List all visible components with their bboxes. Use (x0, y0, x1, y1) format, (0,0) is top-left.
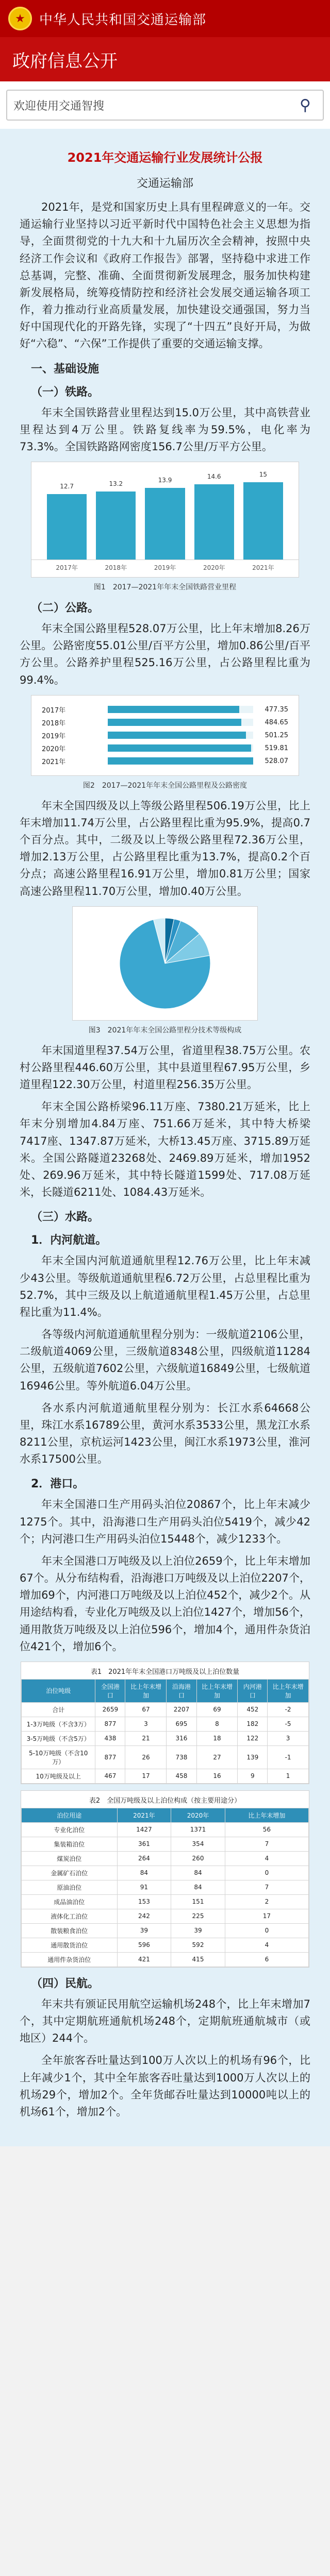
table-cell: 2207 (167, 1702, 196, 1717)
table-cell: 16 (196, 1769, 238, 1783)
category-label: 2017年 (42, 706, 66, 715)
table-cell: 361 (117, 1837, 171, 1851)
pie-svg (113, 912, 217, 1015)
x-tick-label: 2017年 (56, 564, 78, 572)
table-row (22, 1731, 309, 1745)
bar-value-label: 14.6 (207, 473, 221, 481)
table-row (22, 1909, 309, 1923)
column-header: 全国港口 (95, 1679, 125, 1702)
table-cell: 69 (196, 1702, 238, 1717)
figure-caption: 图1 2017—2021年年末全国铁路营业里程 (93, 583, 237, 592)
table-cell: 592 (171, 1938, 225, 1952)
table-cell: 散装粮食泊位 (22, 1923, 118, 1938)
table-cell: 9 (238, 1769, 268, 1783)
waterway-grade-paragraph: 各等级内河航道通航里程分别为：一级航道2106公里，二级航道4069公里，三级航道8348公里，四级航道11284公里，五级航道7602公里，六级航道16849公里，七级航道16946公里。等外航道6.04万公里。 (20, 1328, 310, 1392)
section-heading: 一、基础设施 (31, 362, 100, 376)
bar (108, 719, 241, 726)
bar-value-label: 15 (259, 471, 268, 479)
table-cell: 8 (196, 1717, 238, 1731)
category-label: 2019年 (42, 732, 66, 740)
bar-row (42, 743, 288, 753)
column-header: 内河港口 (238, 1679, 268, 1702)
table-row (22, 1938, 309, 1952)
table-cell: 通用散货泊位 (22, 1938, 118, 1952)
bar (243, 471, 283, 560)
table-cell: 260 (171, 1851, 225, 1866)
column-header: 比上年末增加 (225, 1808, 308, 1822)
search-bar (0, 81, 330, 129)
data-table (21, 1679, 309, 1784)
bar-value-label: 519.81 (265, 744, 288, 752)
category-label: 2020年 (42, 745, 66, 753)
category-label: 2018年 (42, 719, 66, 727)
table-cell: 877 (95, 1745, 125, 1769)
table-cell: 1427 (117, 1822, 171, 1837)
table-cell: 10万吨级及以上 (22, 1769, 95, 1783)
table-row (22, 1851, 309, 1866)
table-cell: 1371 (171, 1822, 225, 1837)
rail-paragraph: 年末全国铁路营业里程达到15.0万公里，其中高铁营业里程达到4万公里。铁路复线率为59.5%，电化率为73.3%。全国铁路路网密度156.7公里/万平方公里。 (20, 406, 310, 453)
x-tick-label: 2021年 (252, 564, 274, 572)
table-cell: -5 (268, 1717, 309, 1731)
column-header: 2021年 (117, 1808, 171, 1822)
bar-value-label: 477.35 (265, 705, 288, 714)
table-cell: 6 (225, 1952, 308, 1967)
table-cell: 139 (238, 1745, 268, 1769)
ministry-name: 中华人民共和国交通运输部 (39, 12, 207, 28)
table-cell: 452 (238, 1702, 268, 1717)
table-cell: 84 (171, 1866, 225, 1880)
berth-paragraph: 年末全国港口万吨级及以上泊位2659个，比上年末增加67个。从分布结构看，沿海港口万吨级及以上泊位2207个，增加69个，内河港口万吨级及以上泊位452个，减少2个。从用途结构看，专业化万吨级及以上泊位1427个，增加56个，通用散货万吨级及以上泊位596个，增加4个，通用件杂货泊位421个，增加6个。 (20, 1554, 310, 1653)
road-paragraph: 年末全国公路里程528.07万公里，比上年末增加8.26万公里。公路密度55.01公里/百平方公里，增加0.86公里/百平方公里。公路养护里程525.16万公里，占公路里程比重为99.4%。 (20, 622, 310, 686)
table-cell: 39 (117, 1923, 171, 1938)
search-icon[interactable]: ⚲ (300, 96, 311, 114)
column-header: 比上年末增加 (125, 1679, 167, 1702)
intro-paragraph: 2021年，是党和国家历史上具有里程碑意义的一年。交通运输行业坚持以习近平新时代中国特色社会主义思想为指导，全面贯彻党的十九大和十九届历次全会精神，按照中央经济工作会议和《政府工作报告》部署，坚持稳中求进工作总基调，完整、准确、全面贯彻新发展理念，服务加快构建新发展格局，统筹疫情防控和经济社会发展交通运输各项工作，着力推动行业高质量发展，加快建设交通强国，努力当好中国现代化的开路先锋，实现了“十四五”良好开局，为做好“六稳”、“六保”工作提供了重要的交通运输支撑。 (20, 201, 310, 350)
doc-title: 2021年交通运输行业发展统计公报 (67, 150, 263, 165)
column-header: 沿海港口 (167, 1679, 196, 1702)
table-cell: 27 (196, 1745, 238, 1769)
bar (194, 473, 234, 560)
table-row (22, 1837, 309, 1851)
column-header: 2020年 (171, 1808, 225, 1822)
table-cell: 84 (171, 1880, 225, 1894)
bar-value-label: 484.65 (265, 718, 288, 726)
column-header: 泊位用途 (22, 1808, 118, 1822)
article (0, 129, 330, 2146)
rail-chart (31, 462, 299, 578)
data-table (21, 1808, 309, 1967)
doc-department: 交通运输部 (136, 177, 193, 190)
site-header (0, 0, 330, 37)
bar-value-label: 501.25 (265, 731, 288, 739)
table-cell: 3 (268, 1731, 309, 1745)
berth-table-2 (21, 1790, 309, 1968)
subsection-heading: （三）水路。 (31, 1211, 100, 1224)
table-cell: 415 (171, 1952, 225, 1967)
table-cell: 0 (225, 1866, 308, 1880)
road-grade-pie-chart (72, 906, 258, 1021)
table-cell: 225 (171, 1909, 225, 1923)
table-cell: 4 (225, 1938, 308, 1952)
table-cell: 1-3万吨级（不含3万） (22, 1717, 95, 1731)
table-cell: 39 (171, 1923, 225, 1938)
x-tick-label: 2018年 (105, 564, 127, 572)
subsection-heading: （二）公路。 (31, 602, 100, 615)
rail-bars (31, 462, 299, 560)
bar-row (42, 756, 288, 766)
table-cell: 151 (171, 1894, 225, 1909)
table-cell: 液体化工泊位 (22, 1909, 118, 1923)
airport-traffic-paragraph: 全年旅客吞吐量达到100万人次以上的机场有96个，比上年减少1个，其中全年旅客吞吐量达到1000万人次以上的机场29个，增加2个。全年货邮吞吐量达到10000吨以上的机场61个，增加2个。 (20, 2054, 310, 2118)
bar (145, 477, 185, 560)
table-cell: 2659 (95, 1702, 125, 1717)
bridge-paragraph: 年末全国公路桥梁96.11万座、7380.21万延米，比上年末分别增加4.84万座、751.66万延米，其中特大桥梁7417座、1347.87万延米，大桥13.45万座、3715.89万延米。全国公路隧道23268处、2469.89万延米，增加1952处、269.96万延米，其中特长隧道1599处、717.08万延米，长隧道6211处、1084.43万延米。 (20, 1100, 310, 1199)
table-cell: 877 (95, 1717, 125, 1731)
berth-table-1 (21, 1662, 309, 1784)
table-cell: 84 (117, 1866, 171, 1880)
bar (108, 706, 239, 713)
table-cell: 金属矿石泊位 (22, 1866, 118, 1880)
table-row (22, 1866, 309, 1880)
table-title: 表2 全国万吨级及以上泊位构成（按主要用途分） (89, 1797, 241, 1805)
waterway-system-paragraph: 各水系内河航道通航里程分别为：长江水系64668公里，珠江水系16789公里，黄河水系3533公里，黑龙江水系8211公里，京杭运河1423公里，闽江水系1973公里，淮河水系17500公里。 (20, 1401, 310, 1466)
bar-value-label: 13.9 (158, 477, 172, 484)
table-cell: 7 (225, 1880, 308, 1894)
subsection-heading: 1．内河航道。 (31, 1234, 107, 1247)
bar-value-label: 13.2 (109, 480, 123, 488)
table-cell: 316 (167, 1731, 196, 1745)
bar (108, 732, 246, 739)
table-cell: 通用件杂货泊位 (22, 1952, 118, 1967)
table-cell: 17 (225, 1909, 308, 1923)
table-cell: 596 (117, 1938, 171, 1952)
table-cell: 原油泊位 (22, 1880, 118, 1894)
road-type-paragraph: 年末国道里程37.54万公里，省道里程38.75万公里。农村公路里程446.60万公里，其中县道里程67.95万公里，乡道里程122.30万公里，村道里程256.35万公里。 (20, 1044, 310, 1091)
table-cell: 91 (117, 1880, 171, 1894)
table-cell: 421 (117, 1952, 171, 1967)
bar (47, 483, 87, 560)
x-tick-label: 2020年 (203, 564, 225, 572)
table-cell: 18 (196, 1731, 238, 1745)
road-grade-paragraph: 年末全国四级及以上等级公路里程506.19万公里，比上年末增加11.74万公里，占公路里程比重为95.9%，提高0.7个百分点。其中，二级及以上等级公路里程72.36万公里，增加2.13万公里，占公路里程比重为13.7%，提高0.2个百分点；高速公路里程16.91万公里，增加0.81万公里；国家高速公路里程11.70万公里，增加0.40万公里。 (20, 799, 310, 897)
table-cell: 264 (117, 1851, 171, 1866)
rail-x-axis (31, 560, 299, 577)
subsection-heading: 2．港口。 (31, 1478, 85, 1491)
table-cell: 煤炭泊位 (22, 1851, 118, 1866)
bar-value-label: 528.07 (265, 757, 288, 765)
column-header: 比上年末增加 (268, 1679, 309, 1702)
table-row (22, 1952, 309, 1967)
bar (96, 480, 136, 560)
table-row (22, 1769, 309, 1783)
table-cell: 738 (167, 1745, 196, 1769)
table-row (22, 1822, 309, 1837)
table-cell: 26 (125, 1745, 167, 1769)
table-cell: 5-10万吨级（不含10万） (22, 1745, 95, 1769)
table-row (22, 1745, 309, 1769)
bar-row (42, 731, 288, 740)
table-cell: 467 (95, 1769, 125, 1783)
column-header: 比上年末增加 (196, 1679, 238, 1702)
bar-value-label: 12.7 (60, 483, 74, 490)
table-row (22, 1923, 309, 1938)
table-cell: 438 (95, 1731, 125, 1745)
table-cell: 67 (125, 1702, 167, 1717)
figure-caption: 图2 2017—2021年年末全国公路里程及公路密度 (82, 781, 248, 790)
table-cell: 153 (117, 1894, 171, 1909)
table-cell: 122 (238, 1731, 268, 1745)
table-cell: 695 (167, 1717, 196, 1731)
table-row (22, 1702, 309, 1717)
table-cell: 4 (225, 1851, 308, 1866)
table-header-row (22, 1808, 309, 1822)
table-row (22, 1894, 309, 1909)
figure-caption: 图3 2021年年末全国公路里程分技术等级构成 (88, 1026, 242, 1035)
table-cell: -2 (268, 1702, 309, 1717)
table-cell: 354 (171, 1837, 225, 1851)
table-cell: -1 (268, 1745, 309, 1769)
table-cell: 专业化泊位 (22, 1822, 118, 1837)
airport-paragraph: 年末共有颁证民用航空运输机场248个，比上年末增加7个，其中定期航班通航机场248个，定期航班通航城市（或地区）244个。 (20, 1997, 310, 2045)
table-header-row (22, 1679, 309, 1702)
table-row (22, 1880, 309, 1894)
search-input[interactable] (13, 91, 294, 120)
road-chart (31, 695, 299, 776)
search-box (6, 90, 324, 121)
column-header: 泊位吨级 (22, 1679, 95, 1702)
table-cell: 3-5万吨级（不含5万） (22, 1731, 95, 1745)
bar-row (42, 705, 288, 715)
table-cell: 0 (225, 1923, 308, 1938)
subsection-heading: （一）铁路。 (31, 385, 100, 399)
category-label: 2021年 (42, 758, 66, 766)
table-title: 表1 2021年年末全国港口万吨级及以上泊位数量 (90, 1668, 240, 1676)
section-title: 政府信息公开 (0, 37, 330, 81)
table-cell: 7 (225, 1837, 308, 1851)
table-cell: 1 (268, 1769, 309, 1783)
table-cell: 182 (238, 1717, 268, 1731)
bar (108, 744, 251, 752)
road-bars (31, 696, 299, 775)
national-emblem-icon: ★ (8, 7, 32, 30)
table-cell: 2 (225, 1894, 308, 1909)
table-cell: 242 (117, 1909, 171, 1923)
subsection-heading: （四）民航。 (31, 1977, 100, 1990)
table-cell: 3 (125, 1717, 167, 1731)
bar (108, 757, 253, 765)
waterway-paragraph: 年末全国内河航道通航里程12.76万公里，比上年末减少43公里。等级航道通航里程6.72万公里，占总里程比重为52.7%，其中三级及以上航道通航里程1.45万公里，占总里程比重为11.4%。 (20, 1255, 310, 1318)
table-cell: 合计 (22, 1702, 95, 1717)
table-row (22, 1717, 309, 1731)
table-cell: 458 (167, 1769, 196, 1783)
table-cell: 56 (225, 1822, 308, 1837)
table-cell: 21 (125, 1731, 167, 1745)
port-paragraph: 年末全国港口生产用码头泊位20867个，比上年末减少1275个。其中，沿海港口生产用码头泊位5419个，减少42个；内河港口生产用码头泊位15448个，减少1233个。 (20, 1498, 310, 1545)
bar-row (42, 718, 288, 727)
table-cell: 成品油泊位 (22, 1894, 118, 1909)
table-cell: 集装箱泊位 (22, 1837, 118, 1851)
table-cell: 17 (125, 1769, 167, 1783)
x-tick-label: 2019年 (154, 564, 176, 572)
